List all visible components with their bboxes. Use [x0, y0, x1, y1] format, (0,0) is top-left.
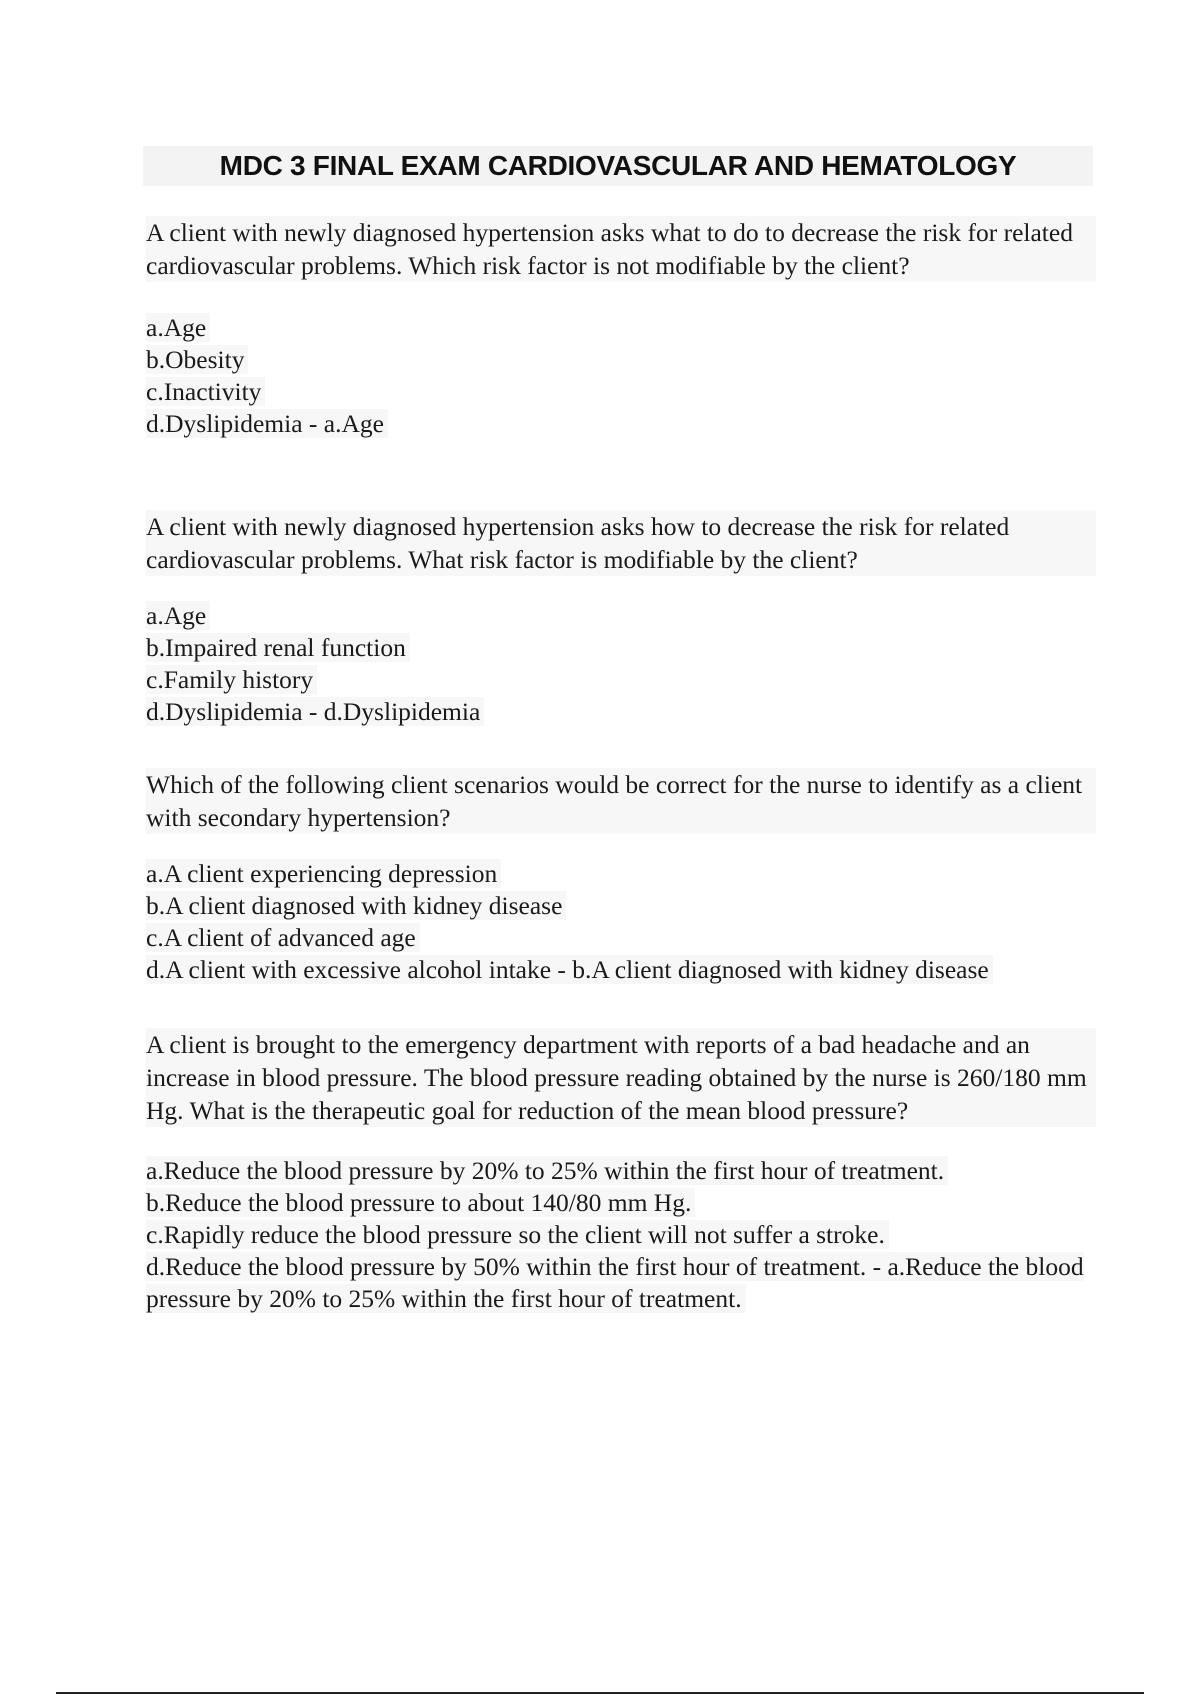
option-text: c.Rapidly reduce the blood pressure so the client will not suffer a stroke.	[146, 1220, 889, 1249]
option-text: d.Dyslipidemia - d.Dyslipidemia	[146, 697, 484, 726]
option-item	[146, 344, 1096, 376]
document-title: MDC 3 FINAL EXAM CARDIOVASCULAR AND HEMATOLOGY	[219, 150, 1017, 181]
option-item	[146, 954, 1096, 986]
option-text: c.Inactivity	[146, 377, 265, 406]
question-text: Which of the following client scenarios would be correct for the nurse to identify as a client with secondary hypertension?	[146, 768, 1096, 834]
question-text: A client with newly diagnosed hypertension asks what to do to decrease the risk for related cardiovascular problems. Which risk factor is not modifiable by the client?	[146, 216, 1096, 282]
option-item	[146, 1251, 1096, 1315]
option-item	[146, 1219, 1096, 1251]
option-item	[146, 408, 1096, 440]
option-text: a.Age	[146, 601, 210, 630]
title-bar	[143, 146, 1093, 186]
option-text: c.A client of advanced age	[146, 923, 420, 952]
question-block-2	[146, 510, 1096, 728]
option-item	[146, 632, 1096, 664]
option-item	[146, 600, 1096, 632]
question-text: A client with newly diagnosed hypertension asks how to decrease the risk for related cardiovascular problems. What risk factor is modifiable by the client?	[146, 510, 1096, 576]
question-block-1	[146, 216, 1096, 440]
option-item	[146, 312, 1096, 344]
question-text: A client is brought to the emergency department with reports of a bad headache and an increase in blood pressure. The blood pressure reading obtained by the nurse is 260/180 mm Hg. What is the therapeutic goal for reduction of the mean blood pressure?	[146, 1028, 1096, 1127]
option-list	[146, 600, 1096, 728]
option-text: c.Family history	[146, 665, 317, 694]
option-text: b.Impaired renal function	[146, 633, 410, 662]
footer-rule	[56, 1692, 1144, 1694]
question-block-3	[146, 768, 1096, 986]
option-item	[146, 890, 1096, 922]
option-text: a.Reduce the blood pressure by 20% to 25% within the first hour of treatment.	[146, 1156, 948, 1185]
option-text: d.Dyslipidemia - a.Age	[146, 409, 388, 438]
option-item	[146, 696, 1096, 728]
option-text: a.Age	[146, 313, 210, 342]
option-item	[146, 858, 1096, 890]
option-item	[146, 376, 1096, 408]
option-list	[146, 1155, 1096, 1315]
option-text: a.A client experiencing depression	[146, 859, 501, 888]
option-item	[146, 1187, 1096, 1219]
option-item	[146, 922, 1096, 954]
option-text: d.Reduce the blood pressure by 50% within the first hour of treatment. - a.Reduce the blood pressure by 20% to 25% within the first hour of treatment.	[146, 1252, 1084, 1313]
option-text: b.A client diagnosed with kidney disease	[146, 891, 566, 920]
option-text: b.Obesity	[146, 345, 248, 374]
option-item	[146, 664, 1096, 696]
option-list	[146, 858, 1096, 986]
option-list	[146, 312, 1096, 440]
option-text: b.Reduce the blood pressure to about 140/80 mm Hg.	[146, 1188, 695, 1217]
option-item	[146, 1155, 1096, 1187]
question-block-4	[146, 1028, 1096, 1315]
option-text: d.A client with excessive alcohol intake - b.A client diagnosed with kidney disease	[146, 955, 993, 984]
